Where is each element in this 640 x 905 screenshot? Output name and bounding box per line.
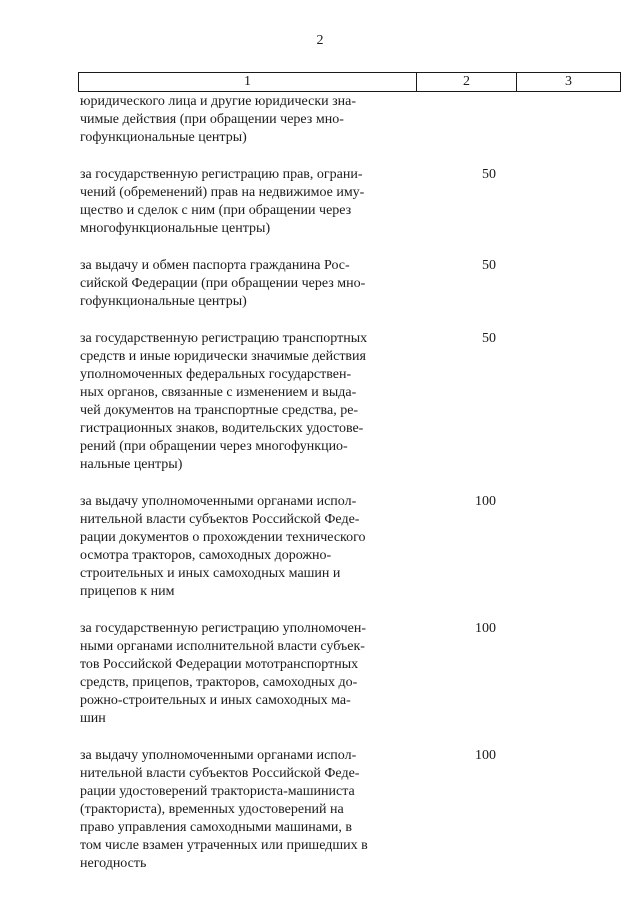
column-header-1: 1 [79, 73, 417, 91]
row-description: юридического лица и другие юридически зна- чимые действия (при обращении через мно- гофункциональные центры) [80, 94, 357, 145]
table-header [78, 72, 621, 92]
fee-table-body [80, 93, 620, 892]
row-description: за государственную регистрацию уполномочен- ными органами исполнительной власти субъек- тов Российской Федерации мототранспортных средств, прицепов, тракторов, самоходных до- рожно-строительных и иных самоходных ма- шин [80, 621, 367, 726]
column-header-2: 2 [417, 73, 517, 91]
table-row [80, 620, 620, 728]
row-fee-value: 50 [482, 258, 496, 273]
row-description: за государственную регистрацию прав, ограни- чений (обременений) прав на недвижимое иму- щество и сделок с ним (при обращении через многофункциональные центры) [80, 167, 365, 236]
row-fee-value [416, 93, 496, 147]
column-header-3: 3 [565, 74, 572, 89]
table-row [80, 330, 620, 474]
row-description: за выдачу и обмен паспорта гражданина Рос- сийской Федерации (при обращении через мно- гофункциональные центры) [80, 258, 366, 309]
row-fee-value: 100 [475, 494, 496, 509]
row-description: за выдачу уполномоченными органами испол- нительной власти субъектов Российской Феде- рации документов о прохождении технического осмотра тракторов, самоходных дорожно- строительных и иных самоходных машин и прицепов к ним [80, 494, 366, 599]
table-row [80, 257, 620, 311]
table-row [80, 166, 620, 238]
table-row [80, 493, 620, 601]
table-row [80, 747, 620, 873]
table-row [80, 93, 620, 147]
row-description: за государственную регистрацию транспортных средств и иные юридически значимые действия уполномоченных федеральных государствен- ных органов, связанные с изменением и выда- чей документов на транспортные средства, ре- гистрационных знаков, водительских удостове- рений (при обращении через многофункцио- нальные центры) [80, 331, 368, 472]
page-number: 2 [316, 33, 324, 48]
row-fee-value: 100 [475, 621, 496, 636]
row-fee-value: 100 [475, 748, 496, 763]
row-description: за выдачу уполномоченными органами испол- нительной власти субъектов Российской Феде- рации удостоверений тракториста-машиниста (тракториста), временных удостоверений на право управления самоходными машинами, в том числе взамен утраченных или пришедших в негодность [80, 748, 368, 871]
row-fee-value: 50 [482, 167, 496, 182]
row-fee-value: 50 [482, 331, 496, 346]
